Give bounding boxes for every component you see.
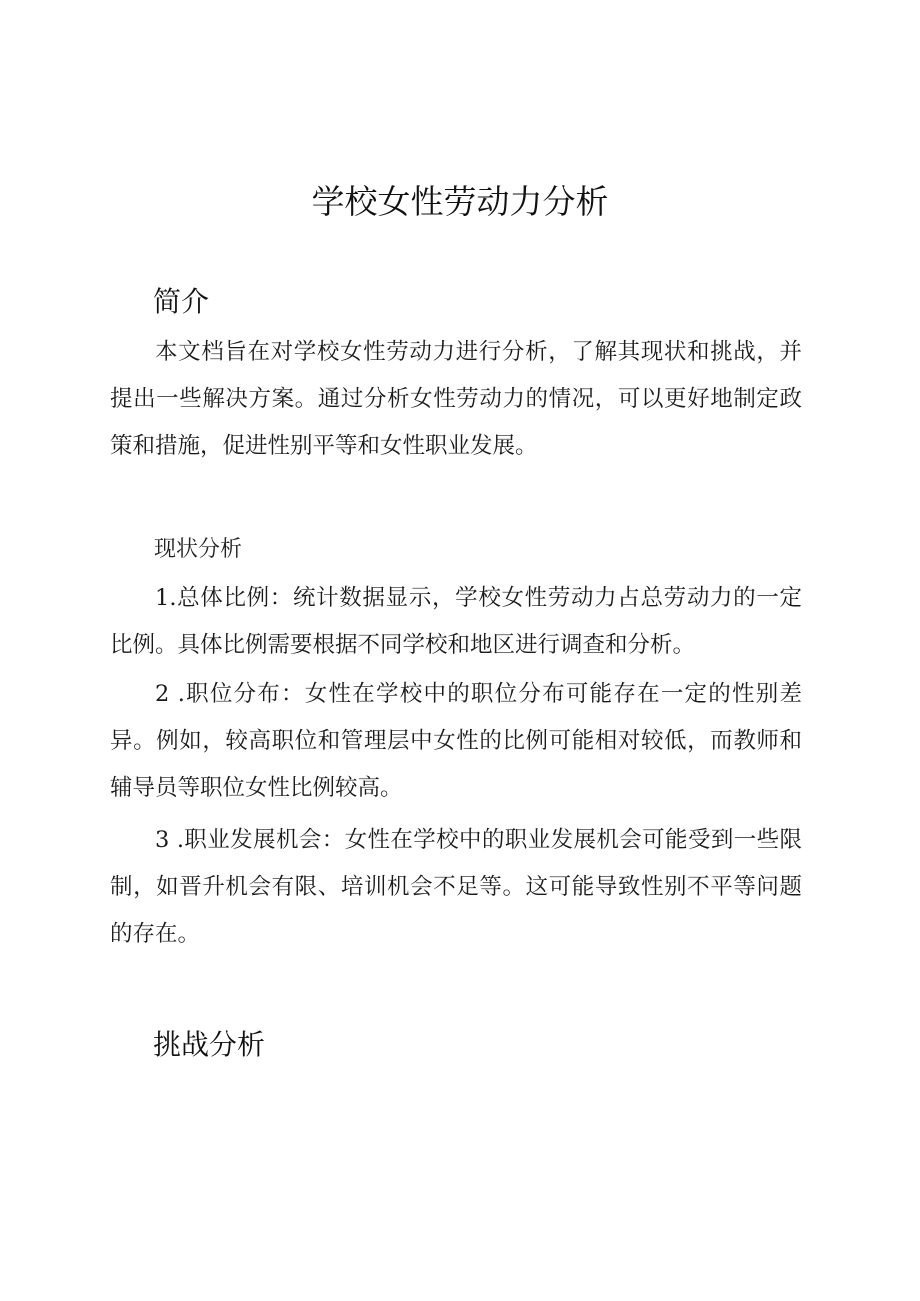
document-title: 学校女性劳动力分析 <box>311 182 609 221</box>
status-item-3: 3 .职业发展机会：女性在学校中的职业发展机会可能受到一些限制，如晋升机会有限、培训机会不足等。这可能导致性别不平等问题的存在。 <box>110 827 802 947</box>
section-heading-intro: 简介 <box>153 285 210 318</box>
intro-paragraph: 本文档旨在对学校女性劳动力进行分析，了解其现状和挑战，并提出一些解决方案。通过分析女性劳动力的情况，可以更好地制定政策和措施，促进性别平等和女性职业发展。 <box>110 339 802 459</box>
status-item-2: 2 .职位分布：女性在学校中的职位分布可能存在一定的性别差异。例如，较高职位和管理层中女性的比例可能相对较低，而教师和辅导员等职位女性比例较高。 <box>110 681 802 801</box>
section-heading-status: 现状分析 <box>154 537 243 562</box>
status-item-1: 1.总体比例：统计数据显示，学校女性劳动力占总劳动力的一定比例。具体比例需要根据不同学校和地区进行调查和分析。 <box>110 585 802 658</box>
section-heading-challenges: 挑战分析 <box>153 1028 266 1061</box>
